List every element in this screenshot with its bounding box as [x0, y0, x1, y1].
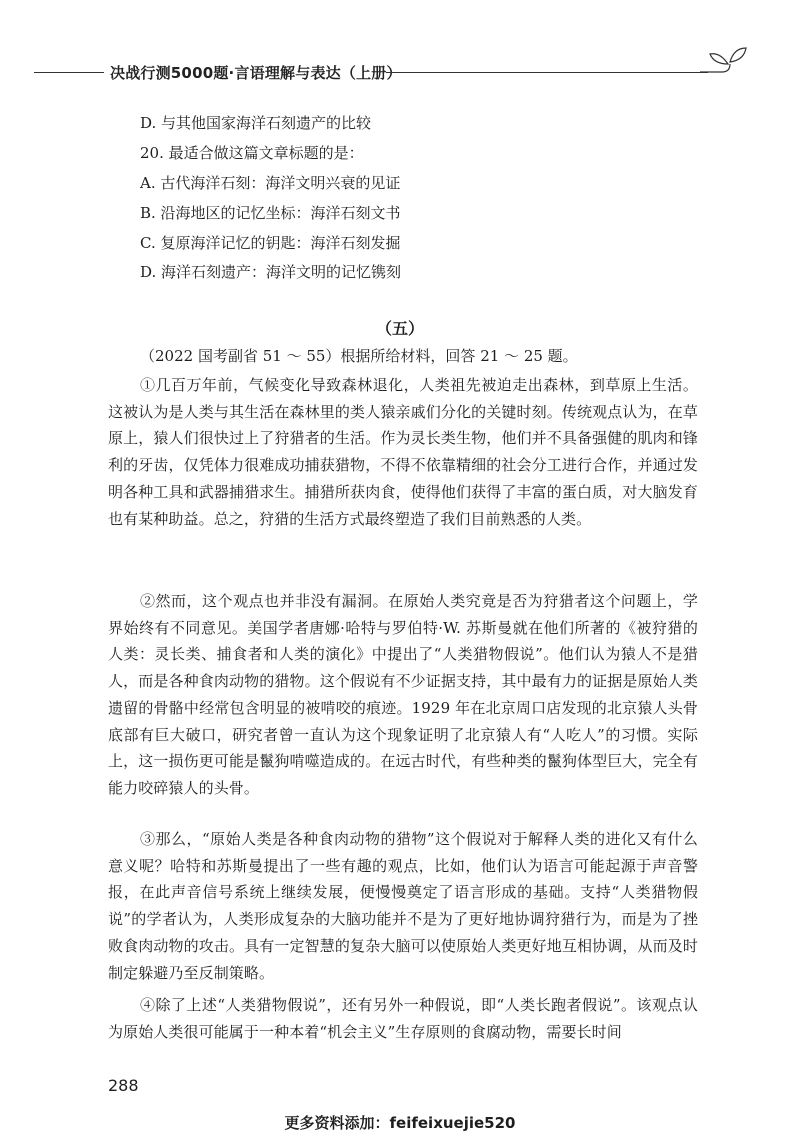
section-source: （2022 国考副省 51 ～ 55）根据所给材料，回答 21 ～ 25 题。	[140, 347, 578, 365]
sprout-icon	[700, 46, 750, 80]
paragraph-4: ④除了上述“人类猎物假说”，还有另外一种假说，即“人类长跑者假说”。该观点认为原始人类很可能属于一种本着“机会主义”生存原则的食腐动物，需要长时间	[108, 996, 698, 1041]
paragraph-2: ②然而，这个观点也并非没有漏洞。在原始人类究竟是否为狩猎者这个问题上，学界始终有不同意见。美国学者唐娜·哈特与罗伯特·W. 苏斯曼就在他们所著的《被狩猎的人类：灵长类、捕食者和人类的演化》中提出了“人类猎物假说”。他们认为猿人不是猎人，而是各种食肉动物的猎物。这个假说有不少证据支持，其中最有力的证据是原始人类遗留的骨骼中经常包含明显的被啃咬的痕迹。1929 年在北京周口店发现的北京猿人头骨底部有巨大破口，研究者曾一直认为这个现象证明了北京猿人有“人吃人”的习惯。实际上，这一损伤更可能是鬣狗啃噬造成的。在远古时代，有些种类的鬣狗体型巨大，完全有能力咬碎猿人的头骨。	[108, 592, 698, 797]
footer-note	[0, 1112, 800, 1133]
question-20-option-a: A. 古代海洋石刻：海洋文明兴衰的见证	[140, 174, 401, 192]
question-20-option-b: B. 沿海地区的记忆坐标：海洋石刻文书	[140, 204, 401, 222]
book-title: 决战行测5000题·言语理解与表达（上册）	[110, 64, 402, 82]
paragraph-3: ③那么，“原始人类是各种食肉动物的猎物”这个假说对于解释人类的进化又有什么意义呢？哈特和苏斯曼提出了一些有趣的观点，比如，他们认为语言可能起源于声音警报，在此声音信号系统上继续发展，便慢慢奠定了语言形成的基础。支持“人类猎物假说”的学者认为，人类形成复杂的大脑功能并不是为了更好地协调狩猎行为，而是为了挫败食肉动物的攻击。具有一定智慧的复杂大脑可以使原始人类更好地互相协调，从而及时制定躲避乃至反制策略。	[108, 830, 698, 982]
question-20-option-c: C. 复原海洋记忆的钥匙：海洋石刻发掘	[140, 234, 401, 252]
header-rule-right	[386, 72, 708, 73]
section-title: （五）	[375, 319, 424, 338]
page-number: 288	[108, 1076, 139, 1095]
footer-account: feifeixuejie520	[389, 1114, 516, 1132]
paragraph-1: ①几百万年前，气候变化导致森林退化，人类祖先被迫走出森林，到草原上生活。这被认为是人类与其生活在森林里的类人猿亲戚们分化的关键时刻。传统观点认为，在草原上，猿人们很快过上了狩猎者的生活。作为灵长类生物，他们并不具备强健的肌肉和锋利的牙齿，仅凭体力很难成功捕获猎物，不得不依靠精细的社会分工进行合作，并通过发明各种工具和武器捕猎求生。捕猎所获肉食，使得他们获得了丰富的蛋白质，对大脑发育也有某种助益。总之，狩猎的生活方式最终塑造了我们目前熟悉的人类。	[108, 376, 698, 528]
footer-label: 更多资料添加：	[284, 1114, 390, 1132]
question-20-stem: 20. 最适合做这篇文章标题的是：	[140, 144, 364, 162]
question-20-option-d: D. 海洋石刻遗产：海洋文明的记忆镌刻	[140, 263, 402, 281]
header-rule-left	[34, 72, 104, 73]
running-header	[34, 60, 754, 84]
option-prev-d: D. 与其他国家海洋石刻遗产的比较	[140, 114, 372, 132]
